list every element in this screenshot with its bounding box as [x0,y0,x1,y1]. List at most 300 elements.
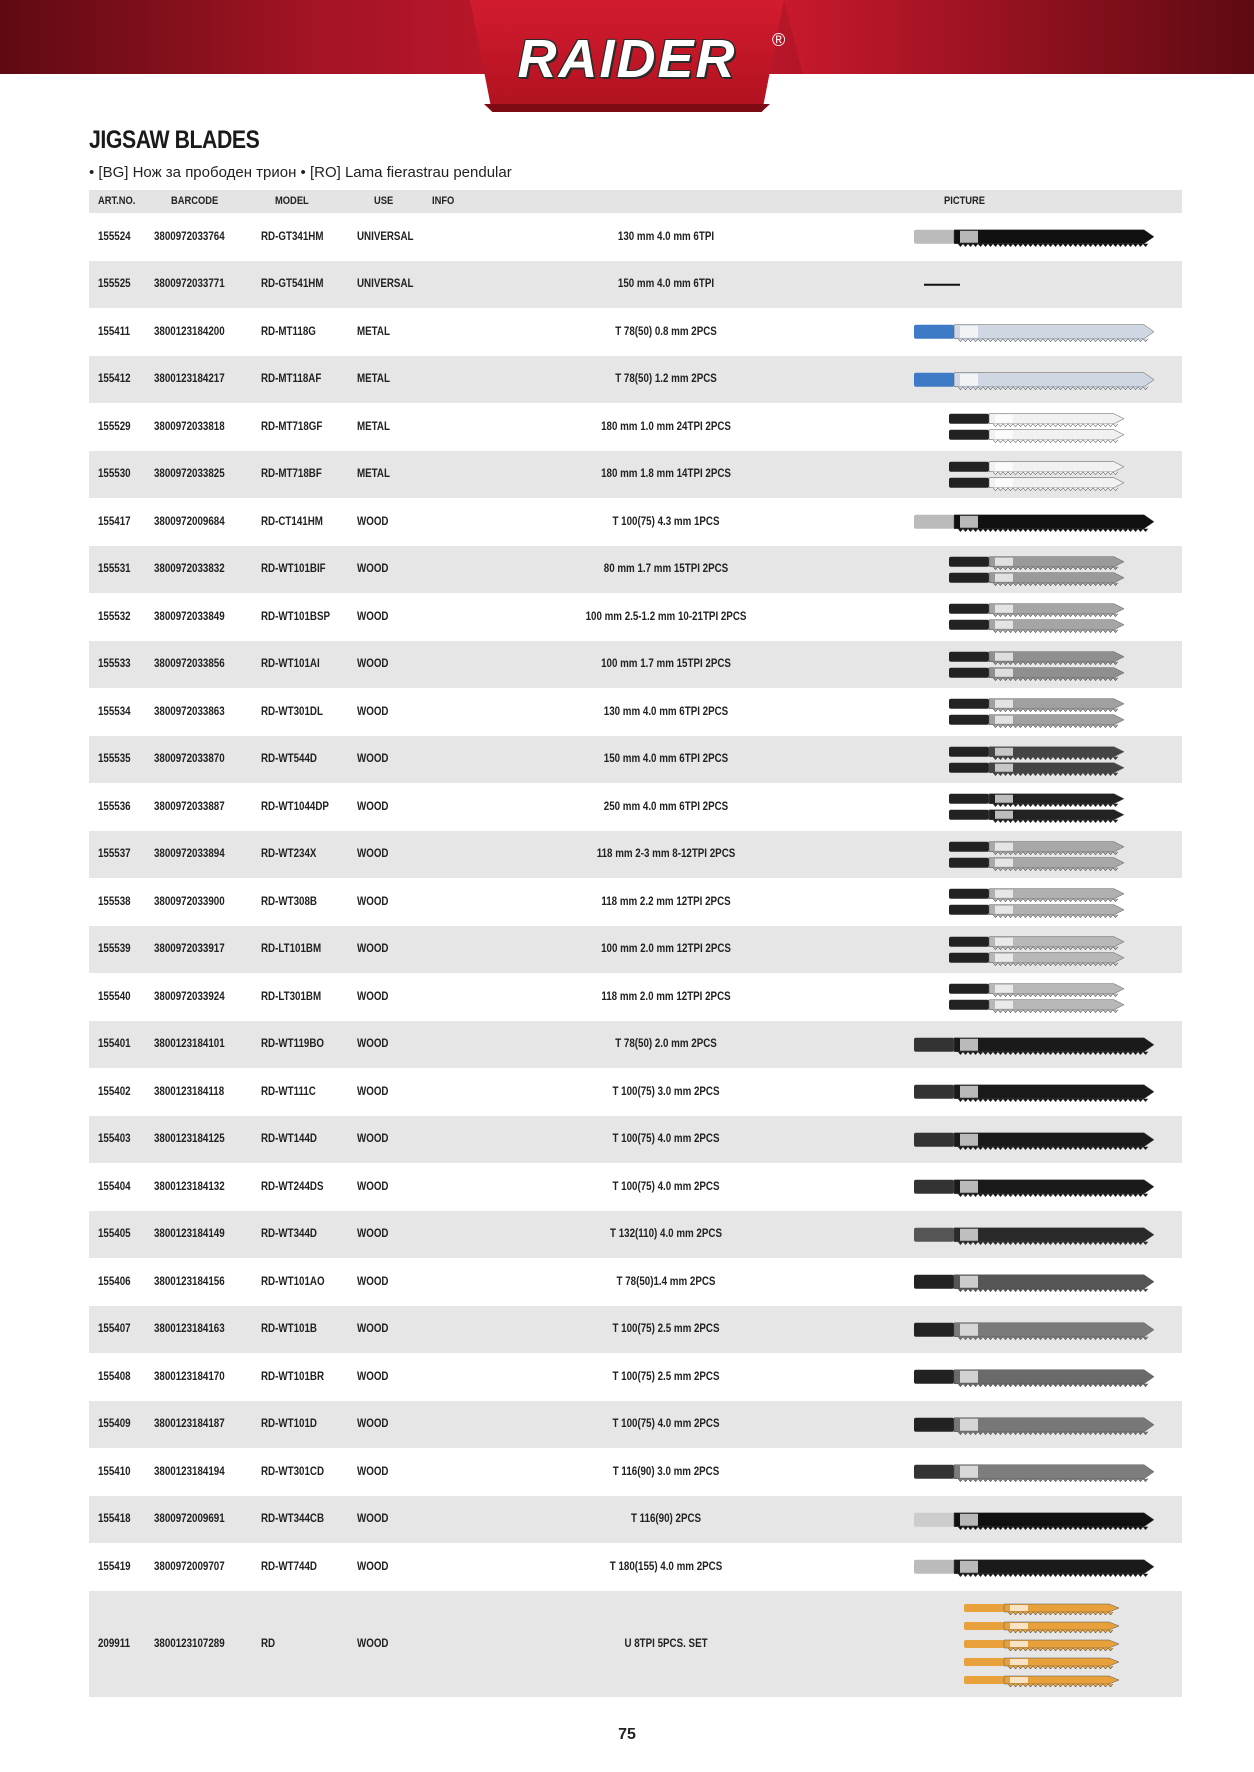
art-cell: 209911 [98,1637,131,1650]
blade-picture [814,403,1182,451]
blade-picture [814,1258,1182,1306]
model-cell: RD-WT111C [261,1085,316,1098]
table-row [89,403,1182,451]
barcode-cell: 3800123184187 [154,1418,225,1431]
blade-picture [814,1116,1182,1164]
blade-picture [814,688,1182,736]
info-cell: U 8TPI 5PCS. SET [624,1637,708,1650]
use-cell: WOOD [357,1418,389,1431]
table-row [89,356,1182,404]
info-cell: T 100(75) 2.5 mm 2PCS [612,1323,720,1336]
barcode-cell: 3800123184118 [154,1085,225,1098]
use-cell: METAL [357,373,390,386]
table-row [89,688,1182,736]
barcode-cell: 3800972033818 [154,420,225,433]
info-cell: 80 mm 1.7 mm 15TPI 2PCS [603,563,729,576]
blade-shape [914,1370,1154,1387]
blade-image [814,356,1182,404]
use-cell: WOOD [357,1180,389,1193]
use-cell: WOOD [357,658,389,671]
model-cell: RD-WT544D [261,753,317,766]
blade-image [814,498,1182,546]
model-cell: RD-WT101BR [261,1370,325,1383]
use-cell: WOOD [357,1038,389,1051]
art-cell: 155410 [98,1465,131,1478]
info-cell: 180 mm 1.8 mm 14TPI 2PCS [601,468,731,481]
model-cell: RD-MT118G [261,325,316,338]
table-row [89,498,1182,546]
page-title: JIGSAW BLADES [89,126,260,154]
table-row [89,1401,1182,1449]
table-row [89,1211,1182,1259]
blade-shape [914,1322,1154,1339]
table-row [89,736,1182,784]
barcode-cell: 3800972033894 [154,848,225,861]
barcode-cell: 3800972033900 [154,895,225,908]
use-cell: WOOD [357,1323,389,1336]
blade-shape [914,1275,1154,1292]
blade-image [814,1401,1182,1449]
table-row [89,308,1182,356]
use-cell: WOOD [357,1228,389,1241]
art-cell: 155539 [98,943,131,956]
blade-shape [949,430,1124,443]
table-row [89,1353,1182,1401]
model-cell: RD-GT341HM [261,230,324,243]
table-row [89,1116,1182,1164]
table-row [89,1543,1182,1591]
table-row [89,1021,1182,1069]
barcode-cell: 3800123184101 [154,1038,225,1051]
info-cell: T 78(50)1.4 mm 2PCS [616,1275,716,1288]
art-cell: 155412 [98,373,131,386]
use-cell: WOOD [357,1513,389,1526]
art-cell: 155537 [98,848,131,861]
info-cell: 118 mm 2-3 mm 8-12TPI 2PCS [596,848,736,861]
blade-shape [914,515,1154,532]
blade-shape [914,1560,1154,1577]
blade-picture [814,1401,1182,1449]
use-cell: WOOD [357,1465,389,1478]
model-cell: RD-WT301DL [261,705,323,718]
table-row [89,641,1182,689]
table-row [89,213,1182,261]
use-cell: WOOD [357,943,389,956]
blade-shape [914,1180,1154,1197]
use-cell: WOOD [357,1370,389,1383]
blade-picture [814,783,1182,831]
blade-picture [814,973,1182,1021]
table-row [89,926,1182,974]
model-cell: RD-WT101AO [261,1275,325,1288]
barcode-cell: 3800123184149 [154,1228,225,1241]
table-row [89,878,1182,926]
blade-shape [914,1465,1154,1482]
col-picture: PICTURE [944,195,986,207]
blade-image [814,1021,1182,1069]
use-cell: WOOD [357,1560,389,1573]
model-cell: RD-MT718BF [261,468,322,481]
blade-image [814,1448,1182,1496]
barcode-cell: 3800972033771 [154,278,225,291]
blade-shape [924,283,960,285]
info-cell: 150 mm 4.0 mm 6TPI [617,278,715,291]
model-cell: RD-WT101D [261,1418,317,1431]
use-cell: WOOD [357,610,389,623]
use-cell: METAL [357,325,390,338]
model-cell: RD-WT101B [261,1323,317,1336]
table-row [89,783,1182,831]
blade-picture [814,593,1182,641]
blade-shape [914,372,1154,389]
use-cell: WOOD [357,1275,389,1288]
col-barcode: BARCODE [171,195,219,207]
blade-shape [964,1604,1119,1615]
blade-shape [949,841,1124,854]
barcode-cell: 3800972009684 [154,515,225,528]
art-cell: 155408 [98,1370,131,1383]
info-cell: T 116(90) 2PCS [630,1513,702,1526]
art-cell: 155538 [98,895,131,908]
info-cell: T 100(75) 4.0 mm 2PCS [612,1133,720,1146]
col-use: USE [374,195,394,207]
use-cell: WOOD [357,990,389,1003]
barcode-cell: 3800123184132 [154,1180,225,1193]
blade-shape [914,1132,1154,1149]
use-cell: UNIVERSAL [357,278,414,291]
blade-shape [949,699,1124,712]
use-cell: WOOD [357,515,389,528]
blade-picture [814,641,1182,689]
info-cell: T 180(155) 4.0 mm 2PCS [609,1560,723,1573]
col-info: INFO [432,195,455,207]
model-cell: RD-LT301BM [261,990,322,1003]
table-row [89,593,1182,641]
blade-image [814,546,1182,594]
model-cell: RD-WT344CB [261,1513,325,1526]
table-row [89,1306,1182,1354]
logo-tab-shadow [484,104,770,112]
table-row [89,1591,1182,1697]
barcode-cell: 3800972009707 [154,1560,225,1573]
barcode-cell: 3800123184170 [154,1370,225,1383]
table-row [89,1448,1182,1496]
use-cell: METAL [357,468,390,481]
blade-image [814,308,1182,356]
blade-shape [949,572,1124,585]
model-cell: RD-WT101BIF [261,563,326,576]
info-cell: 130 mm 4.0 mm 6TPI 2PCS [603,705,729,718]
info-cell: 130 mm 4.0 mm 6TPI [617,230,715,243]
model-cell: RD-GT541HM [261,278,324,291]
blade-image [814,1258,1182,1306]
blade-image [814,831,1182,879]
barcode-cell: 3800123184217 [154,373,225,386]
art-cell: 155540 [98,990,131,1003]
table-row [89,1068,1182,1116]
blade-shape [949,857,1124,870]
blade-image [814,1068,1182,1116]
blade-picture [814,1211,1182,1259]
info-cell: T 78(50) 2.0 mm 2PCS [615,1038,717,1051]
info-cell: 100 mm 2.5-1.2 mm 10-21TPI 2PCS [585,610,747,623]
info-cell: 150 mm 4.0 mm 6TPI 2PCS [603,753,729,766]
product-table [89,190,1182,1697]
blade-image [814,403,1182,451]
model-cell: RD-CT141HM [261,515,323,528]
info-cell: T 100(75) 4.0 mm 2PCS [612,1180,720,1193]
col-art: ART.NO. [98,195,136,207]
art-cell: 155409 [98,1418,131,1431]
barcode-cell: 3800972033764 [154,230,225,243]
blade-image [814,783,1182,831]
blade-image [814,878,1182,926]
header-banner-right [784,0,1254,74]
table-header [89,190,1182,213]
model-cell: RD-WT101AI [261,658,320,671]
model-cell: RD-WT744D [261,1560,317,1573]
blade-image [814,1543,1182,1591]
model-cell: RD-MT118AF [261,373,322,386]
barcode-cell: 3800972033849 [154,610,225,623]
blade-picture [814,926,1182,974]
blade-image [814,1306,1182,1354]
blade-shape [949,620,1124,633]
blade-shape [949,936,1124,949]
blade-picture [814,1306,1182,1354]
blade-picture [814,1021,1182,1069]
info-cell: T 78(50) 1.2 mm 2PCS [615,373,717,386]
blade-shape [949,905,1124,918]
blade-shape [949,667,1124,680]
barcode-cell: 3800972033924 [154,990,225,1003]
blade-image [814,593,1182,641]
blade-picture [814,736,1182,784]
blade-image [814,261,1182,309]
blade-image [814,213,1182,261]
art-cell: 155406 [98,1275,131,1288]
art-cell: 155531 [98,563,131,576]
blade-picture [814,1496,1182,1544]
barcode-cell: 3800123107289 [154,1637,225,1650]
barcode-cell: 3800123184156 [154,1275,225,1288]
art-cell: 155535 [98,753,131,766]
art-cell: 155403 [98,1133,131,1146]
model-cell: RD [261,1637,276,1650]
barcode-cell: 3800123184200 [154,325,225,338]
info-cell: T 78(50) 0.8 mm 2PCS [615,325,717,338]
table-row [89,1496,1182,1544]
barcode-cell: 3800972033917 [154,943,225,956]
blade-picture [814,546,1182,594]
blade-picture [814,878,1182,926]
use-cell: METAL [357,420,390,433]
info-cell: 118 mm 2.0 mm 12TPI 2PCS [601,990,731,1003]
use-cell: WOOD [357,800,389,813]
blade-image [814,451,1182,499]
blade-image [814,973,1182,1021]
info-cell: 100 mm 2.0 mm 12TPI 2PCS [601,943,731,956]
blade-shape [949,461,1124,474]
model-cell: RD-WT301CD [261,1465,325,1478]
table-body [89,213,1182,1697]
model-cell: RD-MT718GF [261,420,323,433]
blade-shape [949,715,1124,728]
model-cell: RD-WT1044DP [261,800,329,813]
art-cell: 155418 [98,1513,131,1526]
art-cell: 155417 [98,515,131,528]
blade-image [814,641,1182,689]
barcode-cell: 3800972033856 [154,658,225,671]
page-subtitle: • [BG] Нож за прободен трион • [RO] Lama fierastrau pendular [89,164,512,181]
blade-shape [914,1037,1154,1054]
art-cell: 155411 [98,325,131,338]
table-row [89,1163,1182,1211]
blade-picture [814,1543,1182,1591]
blade-shape [949,651,1124,664]
info-cell: T 100(75) 4.3 mm 1PCS [612,515,720,528]
raider-logo: RAIDER [517,29,737,89]
use-cell: WOOD [357,705,389,718]
model-cell: RD-WT344D [261,1228,317,1241]
table-row [89,546,1182,594]
art-cell: 155536 [98,800,131,813]
blade-shape [949,984,1124,997]
art-cell: 155404 [98,1180,131,1193]
table-row [89,831,1182,879]
art-cell: 155534 [98,705,131,718]
blade-image [814,926,1182,974]
blade-shape [914,230,1154,247]
blade-shape [949,762,1124,775]
art-cell: 155401 [98,1038,131,1051]
use-cell: UNIVERSAL [357,230,414,243]
barcode-cell: 3800972033825 [154,468,225,481]
blade-shape [949,746,1124,759]
model-cell: RD-WT234X [261,848,317,861]
blade-image [814,736,1182,784]
model-cell: RD-WT244DS [261,1180,324,1193]
blade-picture [814,213,1182,261]
blade-picture [814,308,1182,356]
model-cell: RD-WT144D [261,1133,317,1146]
blade-shape [964,1640,1119,1651]
barcode-cell: 3800123184125 [154,1133,225,1146]
blade-picture [814,831,1182,879]
blade-picture [814,1068,1182,1116]
blade-shape [949,414,1124,427]
blade-image [814,1163,1182,1211]
info-cell: T 100(75) 2.5 mm 2PCS [612,1370,720,1383]
model-cell: RD-WT308B [261,895,317,908]
art-cell: 155533 [98,658,131,671]
blade-picture [814,261,1182,309]
barcode-cell: 3800972033887 [154,800,225,813]
blade-shape [914,1417,1154,1434]
blade-image [814,688,1182,736]
model-cell: RD-WT119BO [261,1038,325,1051]
blade-image [814,1116,1182,1164]
info-cell: T 116(90) 3.0 mm 2PCS [612,1465,720,1478]
table-row [89,261,1182,309]
blade-image [814,1211,1182,1259]
blade-shape [964,1658,1119,1669]
art-cell: 155402 [98,1085,131,1098]
barcode-cell: 3800972033863 [154,705,225,718]
art-cell: 155525 [98,278,131,291]
blade-shape [964,1676,1119,1687]
blade-picture [814,1591,1182,1697]
blade-picture [814,1448,1182,1496]
info-cell: 180 mm 1.0 mm 24TPI 2PCS [601,420,731,433]
blade-shape [914,1512,1154,1529]
registered-mark: ® [772,30,786,50]
info-cell: T 100(75) 3.0 mm 2PCS [612,1085,720,1098]
use-cell: WOOD [357,895,389,908]
table-row [89,1258,1182,1306]
barcode-cell: 3800123184194 [154,1465,225,1478]
barcode-cell: 3800972033870 [154,753,225,766]
art-cell: 155524 [98,230,131,243]
table-row [89,973,1182,1021]
info-cell: 250 mm 4.0 mm 6TPI 2PCS [603,800,729,813]
blade-image [814,1591,1182,1697]
blade-picture [814,498,1182,546]
info-cell: T 100(75) 4.0 mm 2PCS [612,1418,720,1431]
use-cell: WOOD [357,753,389,766]
blade-shape [914,325,1154,342]
page-number: 75 [618,1726,636,1743]
blade-shape [949,952,1124,965]
blade-shape [949,810,1124,823]
blade-picture [814,1163,1182,1211]
use-cell: WOOD [357,563,389,576]
use-cell: WOOD [357,1085,389,1098]
blade-shape [949,1000,1124,1013]
model-cell: RD-WT101BSP [261,610,330,623]
blade-picture [814,356,1182,404]
use-cell: WOOD [357,848,389,861]
use-cell: WOOD [357,1133,389,1146]
blade-shape [949,604,1124,617]
blade-picture [814,451,1182,499]
art-cell: 155405 [98,1228,131,1241]
blade-shape [949,477,1124,490]
info-cell: 100 mm 1.7 mm 15TPI 2PCS [601,658,731,671]
info-cell: 118 mm 2.2 mm 12TPI 2PCS [601,895,731,908]
blade-picture [814,1353,1182,1401]
barcode-cell: 3800972009691 [154,1513,225,1526]
art-cell: 155407 [98,1323,131,1336]
model-cell: RD-LT101BM [261,943,322,956]
blade-shape [949,794,1124,807]
art-cell: 155529 [98,420,131,433]
use-cell: WOOD [357,1637,389,1650]
col-model: MODEL [275,195,309,207]
blade-shape [914,1085,1154,1102]
blade-shape [949,556,1124,569]
art-cell: 155532 [98,610,131,623]
art-cell: 155419 [98,1560,131,1573]
barcode-cell: 3800972033832 [154,563,225,576]
blade-shape [949,889,1124,902]
blade-image [814,1353,1182,1401]
blade-image [814,1496,1182,1544]
info-cell: T 132(110) 4.0 mm 2PCS [610,1228,722,1241]
barcode-cell: 3800123184163 [154,1323,225,1336]
table-row [89,451,1182,499]
blade-shape [964,1622,1119,1633]
